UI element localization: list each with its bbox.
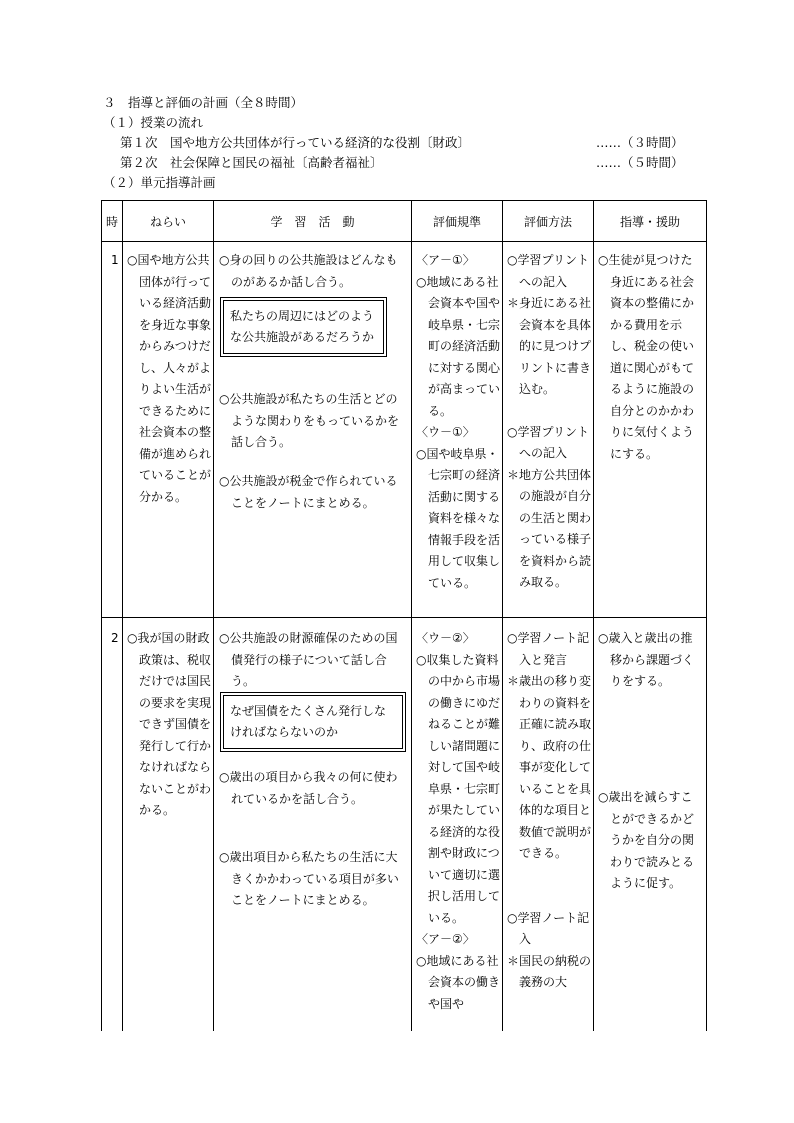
row-2-support-1: ○歳入と歳出の推移から課題づくりをする。 [598, 631, 695, 688]
row-2-criteria [416, 628, 500, 1015]
criteria-tag: 〈ア－①〉 [416, 253, 475, 267]
row-2-question-box [220, 692, 406, 752]
method-note: ＊身近にある社会資本を具体的に見つけプリントに書き込む。 [507, 296, 592, 396]
criteria-tag: 〈ウ－②〉 [416, 631, 475, 645]
header-methods: 評価方法 [523, 214, 572, 229]
row-1-support: ○生徒が見つけた身近にある社会資本の整備にかかる費用を示し、税金の使い道に関心がもてるように施設の自分とのかかわりに気付くようにする。 [598, 253, 695, 461]
row-1-hour: 1 [111, 253, 119, 267]
header-activities: 学 習 活 動 [270, 214, 355, 229]
flow-heading: （１）授業の流れ [103, 115, 204, 130]
criteria-text: ○地域にある社会資本や国や岐阜県・七宗町の経済活動に対する関心が高まっている。 [416, 274, 501, 418]
flow-item-1-label: 第１次 国や地方公共団体が行っている経済的な役割〔財政〕 [120, 135, 471, 150]
row-2-question: なぜ国債をたくさん発行しなければならないのか [223, 695, 403, 749]
row-2-activity-1: ○公共施設の財源確保のための国債発行の様子について話し合う。 [219, 631, 398, 688]
row-2-support-2: ○歳出を減らすことができるかどうかを自分の関わりで読みとるように促す。 [598, 790, 695, 890]
flow-item-2-hours: ……（５時間） [596, 155, 684, 170]
header-criteria: 評価規準 [432, 214, 481, 229]
row-1-aim: ○国や地方公共団体が行っている経済活動を身近な事象からみつけだし、人々がよりよい生活ができるために社会資本の整備が進められていることが分かる。 [127, 253, 212, 504]
section-title: ３ 指導と評価の計画（全８時間） [103, 95, 304, 110]
row-2-activity-2: ○歳出の項目から我々の何に使われているかを話し合う。 [219, 770, 398, 806]
method-head: ○学習プリントへの記入 [507, 424, 589, 460]
row-1-question: 私たちの周辺にはどのような公共施設があるだろうか [223, 300, 384, 354]
criteria-text: ○地域にある社会資本の働きや国や [416, 953, 501, 1011]
header-hour: 時 [105, 214, 118, 229]
criteria-text: ○国や岐阜県・七宗町の経済活動に関する資料を様々な情報手段を活用して収集している。 [416, 446, 501, 590]
unit-plan-table [101, 200, 707, 1031]
criteria-tag: 〈ウ－①〉 [416, 425, 475, 439]
row-1-methods [507, 250, 591, 594]
method-note: ＊国民の納税の義務の大 [507, 953, 592, 989]
row-1-activity-1: ○身の回りの公共施設はどんなものがあるか話し合う。 [219, 253, 398, 289]
header-aim: ねらい [149, 214, 186, 229]
flow-item-1-hours: ……（３時間） [596, 135, 684, 150]
row-2-hour: 2 [111, 631, 119, 645]
method-note: ＊歳出の移り変わりの資料を正確に読み取り、政府の仕事が変化していることを具体的な項目と数値で説明ができる。 [507, 674, 592, 860]
row-1-criteria [416, 250, 500, 594]
method-head: ○学習ノート記入と発言 [507, 631, 590, 667]
flow-item-2-label: 第２次 社会保障と国民の福祉〔高齢者福祉〕 [120, 155, 383, 170]
row-1-question-box [220, 297, 387, 357]
method-note: ＊地方公共団体の施設が自分の生活と関わっている様子を資料から読み取る。 [507, 467, 592, 589]
plan-heading: （２）単元指導計画 [103, 175, 216, 190]
row-2-aim: ○我が国の財政政策は、税収だけでは国民の要求を実現できず国債を発行して行かなければならないことがわかる。 [127, 631, 212, 817]
method-head: ○学習プリントへの記入 [507, 253, 589, 289]
method-head: ○学習ノート記入 [507, 910, 590, 946]
row-1-activity-3: ○公共施設が税金で作られていることをノートにまとめる。 [219, 474, 398, 510]
row-1-activity-2: ○公共施設が私たちの生活とどのような関わりをもっているかを話し合う。 [219, 392, 400, 449]
row-2-activity-3: ○歳出項目から私たちの生活に大きくかかわっている項目が多いことをノートにまとめる。 [219, 850, 399, 907]
header-support: 指導・援助 [619, 214, 680, 229]
row-2-methods [507, 628, 591, 994]
criteria-tag: 〈ア－②〉 [416, 932, 475, 946]
criteria-text: ○収集した資料の中から市場の働きにゆだねることが難しい諸問題に対して国や岐阜県・七宗町が果たしている経済的な役割や財政について適切に選択し活用している。 [416, 652, 501, 925]
